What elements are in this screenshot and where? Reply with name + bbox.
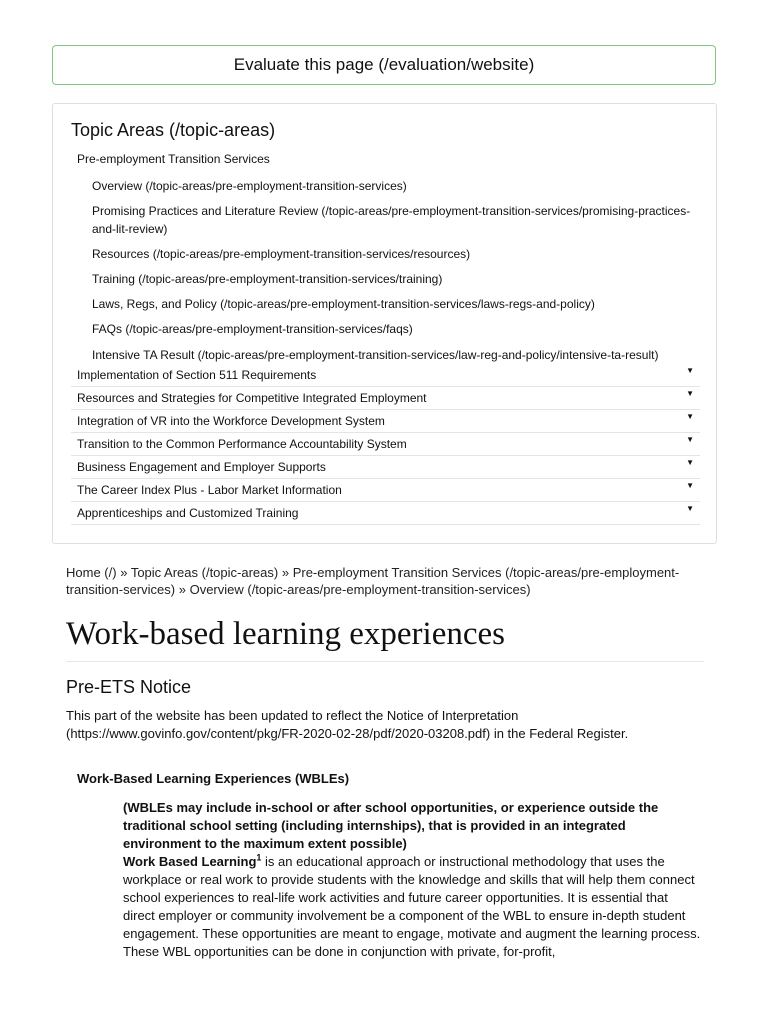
sub-item-training[interactable]: Training (/topic-areas/pre-employment-transition-services/training) — [92, 272, 443, 286]
footnote-link[interactable]: 1 — [256, 852, 262, 863]
section-item[interactable] — [71, 410, 700, 433]
section-item[interactable] — [71, 479, 700, 502]
breadcrumb-separator: » — [120, 565, 128, 580]
breadcrumb — [66, 564, 706, 598]
evaluate-page-button[interactable]: Evaluate this page (/evaluation/website) — [52, 45, 716, 85]
breadcrumb-section[interactable]: Pre-employment Transition Services (/topic-areas/pre-employment-transition-services) — [66, 565, 680, 597]
page-title: Work-based learning experiences — [66, 616, 505, 652]
title-divider — [66, 661, 704, 662]
breadcrumb-home[interactable]: Home (/) — [66, 565, 117, 580]
caret-down-icon[interactable]: ▼ — [686, 504, 694, 513]
caret-down-icon[interactable]: ▼ — [686, 435, 694, 444]
section-label: Integration of VR into the Workforce Development System — [77, 414, 385, 428]
topic-sections-list — [71, 364, 700, 525]
breadcrumb-separator: » — [178, 582, 186, 597]
sub-item-intensive-ta-result[interactable]: Intensive TA Result (/topic-areas/pre-employment-transition-services/law-reg-and-policy/intensive-ta-result) — [92, 348, 659, 362]
sub-item-laws-regs-policy[interactable]: Laws, Regs, and Policy (/topic-areas/pre-employment-transition-services/laws-regs-and-policy) — [92, 297, 595, 311]
breadcrumb-separator: » — [281, 565, 290, 580]
caret-down-icon[interactable]: ▼ — [686, 389, 694, 398]
section-label: Implementation of Section 511 Requirements — [77, 368, 317, 382]
caret-down-icon[interactable]: ▼ — [686, 481, 694, 490]
wbl-paragraph — [123, 853, 703, 961]
wbl-body: is an educational approach or instructional methodology that uses the workplace or real work to provide students with the knowledge and skills that will help them connect school experiences to real-life work activities and future career opportunities. It is essential that direct employer or community involvement be a component of the WBL to ensure in-depth student engagement. These opportunities are meant to engage, motivate and augment the learning process. These WBL opportunities can be done in conjunction with private, for-profit, — [123, 854, 701, 959]
section-label: Transition to the Common Performance Accountability System — [77, 437, 407, 451]
breadcrumb-topic-areas[interactable]: Topic Areas (/topic-areas) — [130, 565, 279, 580]
section-item[interactable] — [71, 502, 700, 525]
section-item[interactable] — [71, 456, 700, 479]
breadcrumb-current[interactable]: Overview (/topic-areas/pre-employment-transition-services) — [189, 582, 531, 597]
section-label: The Career Index Plus - Labor Market Information — [77, 483, 342, 497]
section-item[interactable] — [71, 387, 700, 410]
section-item[interactable] — [71, 364, 700, 387]
section-pre-employment-transition-services[interactable]: Pre-employment Transition Services — [77, 152, 270, 166]
sub-item-faqs[interactable]: FAQs (/topic-areas/pre-employment-transition-services/faqs) — [92, 322, 413, 336]
wble-note: (WBLEs may include in-school or after school opportunities, or experience outside the traditional school setting (including internships), that is provided in an integrated environment to the maximum extent possible) — [123, 800, 659, 851]
section-label: Business Engagement and Employer Supports — [77, 460, 326, 474]
section-label: Apprenticeships and Customized Training — [77, 506, 299, 520]
topic-areas-title[interactable]: Topic Areas (/topic-areas) — [71, 120, 276, 140]
sub-item-overview[interactable]: Overview (/topic-areas/pre-employment-transition-services) — [92, 179, 407, 193]
wbl-term: Work Based Learning — [123, 854, 257, 869]
sub-item-promising-practices[interactable]: Promising Practices and Literature Review (/topic-areas/pre-employment-transition-services/promising-practices-and-lit-review) — [92, 204, 691, 236]
notice-text: This part of the website has been updated to reflect the Notice of Interpretation (https://www.govinfo.gov/content/pkg/FR-2020-02-28/pdf/2020-03208.pdf) in the Federal Register. — [66, 708, 629, 741]
wble-heading: Work-Based Learning Experiences (WBLEs) — [77, 771, 350, 786]
notice-heading: Pre-ETS Notice — [66, 677, 192, 697]
sub-item-resources[interactable]: Resources (/topic-areas/pre-employment-transition-services/resources) — [92, 247, 471, 261]
wble-content — [123, 799, 703, 961]
section-label: Resources and Strategies for Competitive Integrated Employment — [77, 391, 427, 405]
section-item[interactable] — [71, 433, 700, 456]
caret-down-icon[interactable]: ▼ — [686, 412, 694, 421]
caret-down-icon[interactable]: ▼ — [686, 458, 694, 467]
caret-down-icon[interactable]: ▼ — [686, 366, 694, 375]
topic-areas-panel — [52, 103, 717, 544]
